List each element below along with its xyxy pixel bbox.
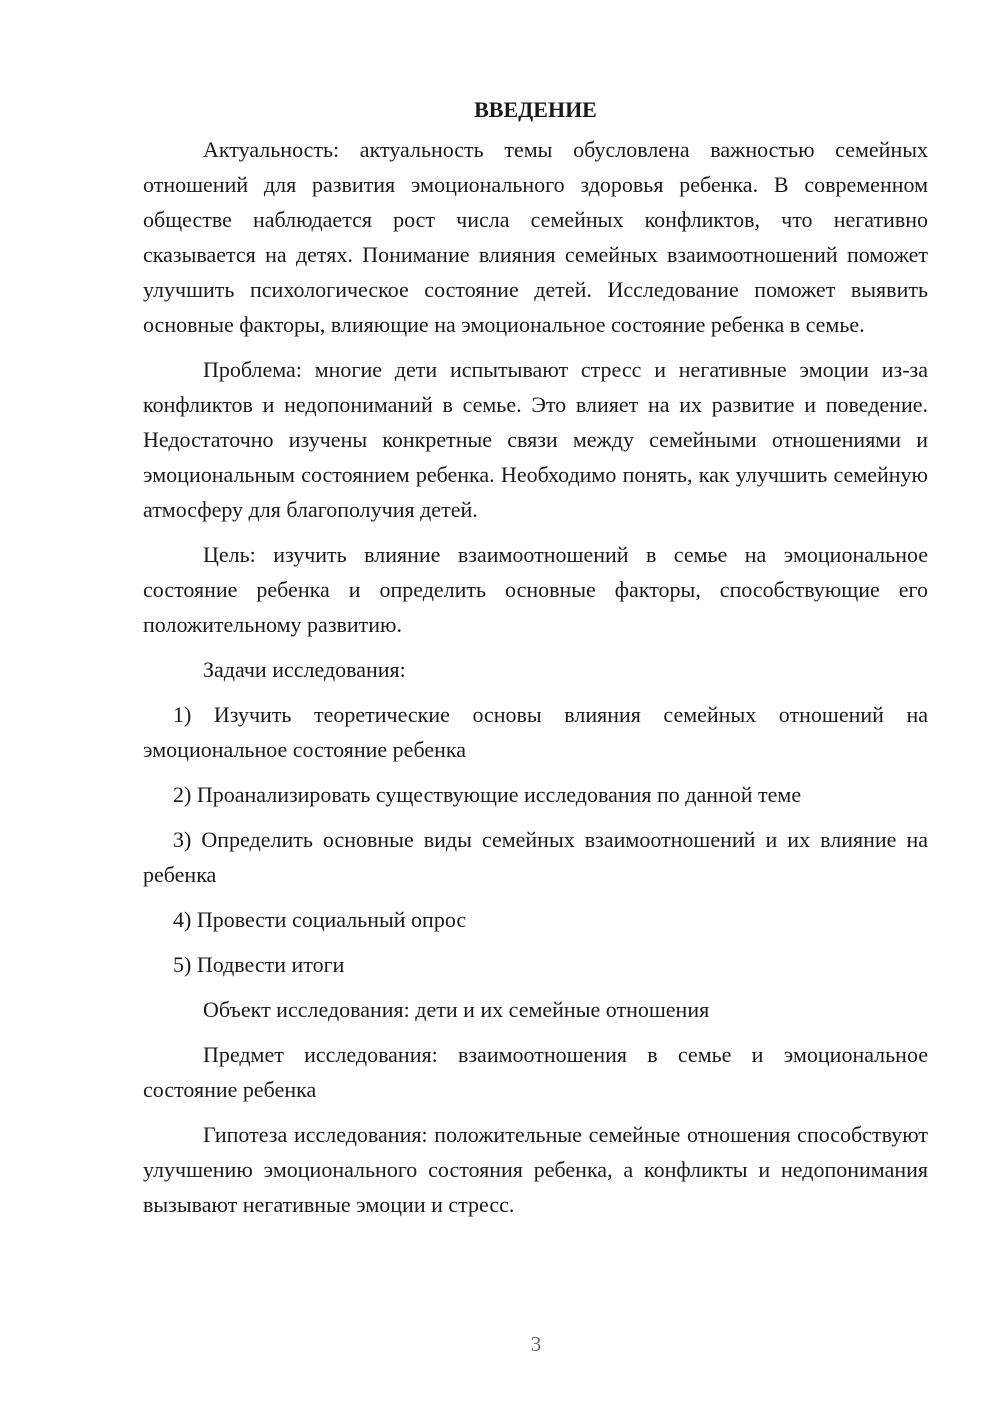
section-title: ВВЕДЕНИЕ — [474, 97, 597, 122]
problem-paragraph: Проблема: многие дети испытывают стресс и негативные эмоции из-за конфликтов и недопониманий в семье. Это влияет на их развитие и поведение. Недостаточно изучены конкретные связи между семейными отношениями и эмоциональным состоянием ребенка. Необходимо понять, как улучшить семейную атмосферу для благополучия детей. — [143, 357, 928, 522]
goal-paragraph: Цель: изучить влияние взаимоотношений в семье на эмоциональное состояние ребенка и определить основные факторы, способствующие его положительному развитию. — [143, 542, 928, 637]
task-item: 4) Провести социальный опрос — [173, 907, 467, 932]
tasks-heading: Задачи исследования: — [203, 657, 406, 682]
task-item: 1) Изучить теоретические основы влияния семейных отношений на эмоциональное состояние ребенка — [143, 702, 928, 762]
hypothesis-paragraph: Гипотеза исследования: положительные семейные отношения способствуют улучшению эмоционального состояния ребенка, а конфликты и недопонимания вызывают негативные эмоции и стресс. — [143, 1122, 928, 1217]
document-page — [143, 92, 928, 1232]
relevance-paragraph: Актуальность: актуальность темы обусловлена важностью семейных отношений для развития эмоционального здоровья ребенка. В современном обществе наблюдается рост числа семейных конфликтов, что негативно сказывается на детях. Понимание влияния семейных взаимоотношений поможет улучшить психологическое состояние детей. Исследование поможет выявить основные факторы, влияющие на эмоциональное состояние ребенка в семье. — [143, 137, 928, 337]
task-item: 5) Подвести итоги — [173, 952, 345, 977]
subject-paragraph: Предмет исследования: взаимоотношения в семье и эмоциональное состояние ребенка — [143, 1042, 928, 1102]
page-number: 3 — [530, 1332, 542, 1356]
task-item: 3) Определить основные виды семейных взаимоотношений и их влияние на ребенка — [143, 827, 928, 887]
object-paragraph: Объект исследования: дети и их семейные отношения — [203, 997, 710, 1022]
task-item: 2) Проанализировать существующие исследования по данной теме — [173, 782, 802, 807]
